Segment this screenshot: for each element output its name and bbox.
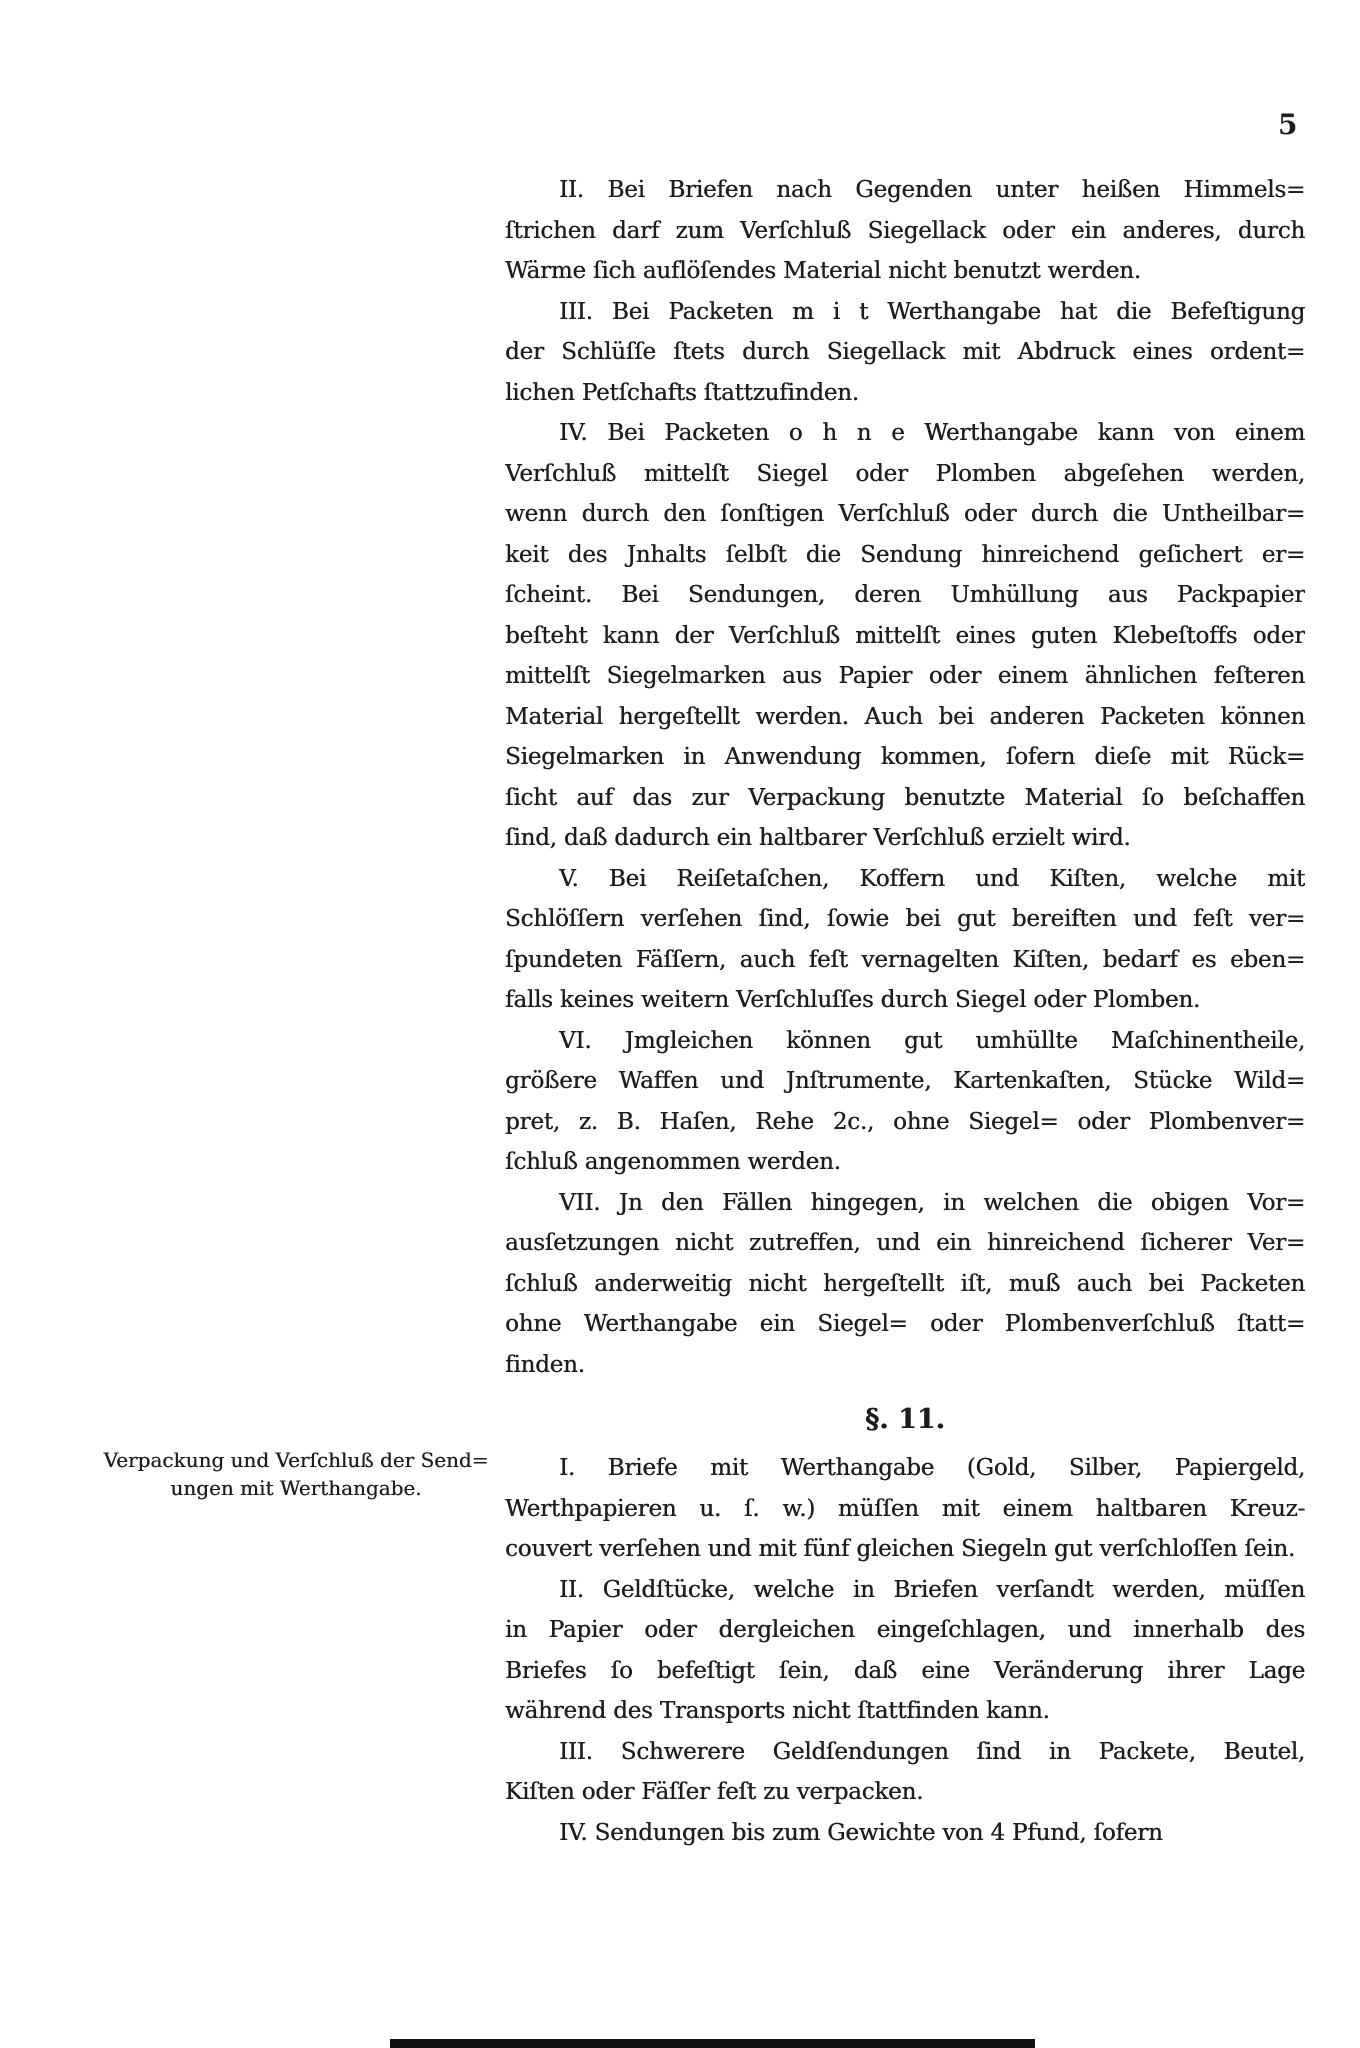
text-line: der Schlüſſe ſtets durch Siegellack mit Abdruck eines ordent= bbox=[505, 339, 1305, 365]
section-heading: §. 11. bbox=[865, 1404, 945, 1435]
text-line: in Papier oder dergleichen eingeſchlagen, und innerhalb des bbox=[505, 1617, 1305, 1643]
text-line: lichen Petſchafts ſtattzufinden. bbox=[505, 379, 859, 406]
text-line: ſind, daß dadurch ein haltbarer Verſchluß erzielt wird. bbox=[505, 825, 1131, 851]
text-line: Material hergeſtellt werden. Auch bei anderen Packeten können bbox=[505, 703, 1305, 730]
text-line: beſteht kann der Verſchluß mittelſt eines guten Klebeſtoffs oder bbox=[505, 622, 1305, 649]
text-line: III. Schwerere Geldſendungen ſind in Packete, Beutel, bbox=[559, 1738, 1305, 1765]
text-line: finden. bbox=[505, 1351, 585, 1378]
text-line: VII. Jn den Fällen hingegen, in welchen die obigen Vor= bbox=[559, 1189, 1305, 1216]
text-line: ſtrichen darf zum Verſchluß Siegellack oder ein anderes, durch bbox=[505, 217, 1305, 244]
text-line: ſicht auf das zur Verpackung benutzte Material ſo beſchaffen bbox=[505, 784, 1305, 811]
text-line: wenn durch den ſonſtigen Verſchluß oder durch die Untheilbar= bbox=[505, 501, 1305, 527]
text-line: III. Bei Packeten m i t Werthangabe hat die Befeſtigung bbox=[559, 298, 1305, 325]
text-line: ſchluß angenommen werden. bbox=[505, 1149, 841, 1175]
text-line: ſcheint. Bei Sendungen, deren Umhüllung aus Packpapier bbox=[505, 582, 1305, 608]
text-line: Werthpapieren u. ſ. w.) müſſen mit einem haltbaren Kreuz- bbox=[505, 1495, 1305, 1522]
scan-artifact-bar bbox=[390, 2039, 1035, 2048]
text-line: während des Transports nicht ſtattfinden kann. bbox=[505, 1698, 1050, 1724]
text-line: keit des Jnhalts ſelbſt die Sendung hinreichend geſichert er= bbox=[505, 541, 1305, 568]
text-line: falls keines weitern Verſchluſſes durch Siegel oder Plomben. bbox=[505, 987, 1201, 1013]
text-line: ſchluß anderweitig nicht hergeſtellt iſt, muß auch bei Packeten bbox=[505, 1270, 1305, 1297]
text-line: couvert verſehen und mit fünf gleichen Siegeln gut verſchloſſen ſein. bbox=[505, 1536, 1295, 1562]
text-line: Verſchluß mittelſt Siegel oder Plomben abgeſehen werden, bbox=[505, 460, 1305, 487]
text-line: Schlöſſern verſehen ſind, ſowie bei gut bereiften und feſt ver= bbox=[505, 906, 1305, 932]
text-line: II. Geldſtücke, welche in Briefen verſandt werden, müſſen bbox=[559, 1576, 1305, 1603]
text-line: mittelſt Siegelmarken aus Papier oder einem ähnlichen feſteren bbox=[505, 663, 1305, 689]
text-line: VI. Jmgleichen können gut umhüllte Maſchinentheile, bbox=[559, 1027, 1305, 1054]
text-line: Siegelmarken in Anwendung kommen, ſofern dieſe mit Rück= bbox=[505, 744, 1305, 770]
body-text-part1 bbox=[505, 170, 1305, 1385]
text-line: größere Waffen und Jnſtrumente, Kartenkaſten, Stücke Wild= bbox=[505, 1068, 1305, 1094]
text-line: IV. Bei Packeten o h n e Werthangabe kann von einem bbox=[559, 420, 1305, 446]
text-line: Kiſten oder Fäſſer feſt zu verpacken. bbox=[505, 1779, 924, 1805]
margin-note-line: Verpackung und Verſchluß der Send= bbox=[103, 1448, 489, 1472]
text-line: ohne Werthangabe ein Siegel= oder Plombenverſchluß ſtatt= bbox=[505, 1311, 1305, 1337]
text-line: pret, z. B. Haſen, Rehe 2c., ohne Siegel= oder Plombenver= bbox=[505, 1108, 1305, 1135]
text-line: Wärme ſich auflöſendes Material nicht benutzt werden. bbox=[505, 258, 1141, 284]
text-line: I. Briefe mit Werthangabe (Gold, Silber, Papiergeld, bbox=[559, 1455, 1305, 1481]
margin-note-line: ungen mit Werthangabe. bbox=[170, 1475, 422, 1500]
text-line: II. Bei Briefen nach Gegenden unter heißen Himmels= bbox=[559, 177, 1305, 203]
text-line: V. Bei Reiſetaſchen, Koffern und Kiſten, welche mit bbox=[559, 865, 1305, 892]
body-text-part2 bbox=[505, 1448, 1305, 1853]
text-line: ſpundeten Fäſſern, auch feſt vernagelten Kiſten, bedarf es eben= bbox=[505, 946, 1305, 973]
page-number: 5 bbox=[1278, 108, 1298, 141]
text-line: ausſetzungen nicht zutreffen, und ein hinreichend ſicherer Ver= bbox=[505, 1230, 1305, 1256]
margin-note bbox=[96, 1447, 496, 1502]
text-line: Briefes ſo befeſtigt ſein, daß eine Veränderung ihrer Lage bbox=[505, 1657, 1305, 1684]
text-line: IV. Sendungen bis zum Gewichte von 4 Pfund, ſofern bbox=[559, 1819, 1163, 1846]
